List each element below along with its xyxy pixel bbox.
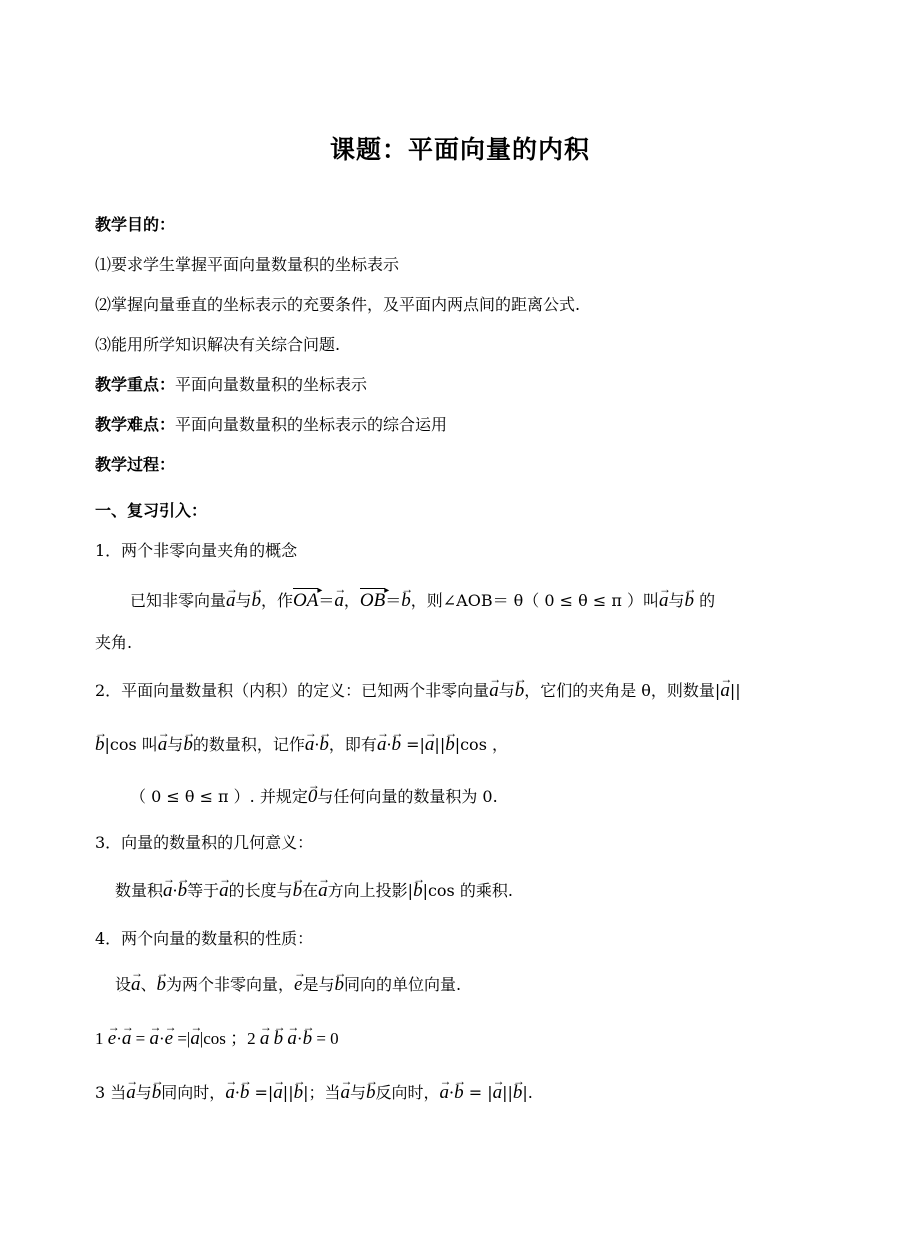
- key-point-text: 平面向量数量积的坐标表示: [175, 375, 368, 394]
- section-heading: 一、复习引入：: [95, 501, 208, 520]
- key-point: [95, 374, 367, 396]
- objective-item: ⑵掌握向量垂直的坐标表示的充要条件，及平面内两点间的距离公式.: [95, 295, 581, 314]
- text-run: =: [131, 1029, 150, 1048]
- vector-a: → a: [334, 590, 344, 612]
- vector-e: → e: [108, 1028, 116, 1050]
- vector-b: → b: [252, 590, 262, 612]
- vector-a: → a: [158, 734, 168, 756]
- text-run: 3 当: [95, 1083, 127, 1102]
- text-run: 1: [95, 1029, 108, 1048]
- vector-OA: OA ▸: [293, 588, 318, 612]
- item3-heading: 3．向量的数量积的几何意义：: [95, 833, 314, 852]
- vector-b: → b: [95, 734, 105, 756]
- vector-b: → b: [513, 1082, 523, 1104]
- text-run: 的长度与: [228, 881, 293, 900]
- vector-b: → b: [335, 974, 345, 996]
- vector-a: → a: [149, 1028, 159, 1050]
- text-run: ＝: [318, 591, 335, 610]
- vector-b: → b: [401, 590, 411, 612]
- text-run: 数量积: [115, 881, 164, 900]
- vector-b: → b: [392, 734, 402, 756]
- vector-e: → e: [165, 1028, 173, 1050]
- text-run: =|: [401, 735, 425, 754]
- text-run: 与: [135, 1083, 152, 1102]
- text-run: 设: [115, 975, 132, 994]
- item1-heading: 1．两个非零向量夹角的概念: [95, 541, 298, 560]
- vector-b: → b: [445, 734, 455, 756]
- difficulty-label: 教学难点：: [95, 415, 176, 434]
- text-run: |cos 叫: [104, 735, 158, 754]
- item2-definition-cont: [95, 734, 508, 756]
- vector-b: → b: [413, 880, 423, 902]
- vector-b: → b: [157, 974, 167, 996]
- vector-a: → a: [720, 680, 730, 702]
- vector-a: → a: [489, 680, 499, 702]
- vector-a: → a: [226, 590, 236, 612]
- text-run: ，则∠AOB＝ θ（ 0 ≤ θ ≤ π ）叫: [410, 591, 659, 610]
- text-run: ||: [729, 681, 741, 700]
- text-run: ·: [116, 1029, 122, 1048]
- text-run: |cos ；2: [199, 1029, 260, 1048]
- vector-a: → a: [305, 734, 315, 756]
- text-run: 与: [235, 591, 252, 610]
- vector-b: → b: [319, 734, 329, 756]
- property-line-2: [95, 1082, 533, 1104]
- vector-b: → b: [178, 880, 188, 902]
- text-run: ·: [234, 1083, 240, 1102]
- text-run: 反向时，: [375, 1083, 440, 1102]
- text-run: 方向上投影|: [327, 881, 414, 900]
- text-run: 的数量积，记作: [192, 735, 305, 754]
- text-run: ，: [343, 591, 360, 610]
- text-run: ，它们的夹角是 θ，则数量|: [524, 681, 721, 700]
- item4-text: [115, 974, 461, 996]
- text-run: ||: [502, 1083, 513, 1102]
- text-run: ·: [172, 881, 178, 900]
- text-run: |；当: [303, 1083, 341, 1102]
- text-run: 与: [349, 1083, 366, 1102]
- text-run: 已知非零向量: [130, 591, 227, 610]
- text-run: |cos ，: [454, 735, 508, 754]
- text-run: 为两个非零向量，: [166, 975, 295, 994]
- text-run: 同向时，: [161, 1083, 226, 1102]
- vector-b: → b: [515, 680, 525, 702]
- difficulty: [95, 414, 447, 436]
- vector-b: → b: [183, 734, 193, 756]
- item4-heading: 4．两个向量的数量积的性质：: [95, 929, 314, 948]
- vector-b: → b: [240, 1082, 250, 1104]
- process-heading: 教学过程：: [95, 455, 176, 474]
- vector-a: → a: [126, 1082, 136, 1104]
- page-title: 课题：平面向量的内积: [329, 135, 590, 164]
- text-run: ·: [449, 1083, 455, 1102]
- text-run: 与: [498, 681, 515, 700]
- vector-a: → a: [425, 734, 435, 756]
- text-run: 等于: [187, 881, 220, 900]
- item2-definition-rule: [130, 786, 498, 808]
- text-run: 同向的单位向量.: [344, 975, 462, 994]
- text-run: 与: [167, 735, 184, 754]
- vector-b: → b: [684, 590, 694, 612]
- vector-a: → a: [190, 1028, 200, 1050]
- vector-a: → a: [340, 1082, 350, 1104]
- vector-a: → a: [260, 1028, 270, 1050]
- text-run: = 0: [312, 1029, 339, 1048]
- text-run: ||: [282, 1083, 294, 1102]
- zero-vector: → 0: [308, 786, 318, 808]
- vector-a: → a: [131, 974, 141, 996]
- text-run: = |: [463, 1083, 493, 1102]
- text-run: ，作: [261, 591, 294, 610]
- text-run: ＝: [385, 591, 402, 610]
- vector-OB: OB ▸: [360, 588, 385, 612]
- text-run: ·: [158, 1029, 165, 1048]
- vector-b: → b: [293, 880, 303, 902]
- item2-definition: [95, 680, 741, 702]
- property-line-1: [95, 1028, 339, 1050]
- text-run: ·: [296, 1029, 303, 1048]
- vector-a: → a: [493, 1082, 503, 1104]
- vector-e: → e: [294, 974, 302, 996]
- vector-a: → a: [122, 1028, 132, 1050]
- key-point-label: 教学重点：: [95, 375, 176, 394]
- vector-b: → b: [152, 1082, 162, 1104]
- text-run: （ 0 ≤ θ ≤ π ）. 并规定: [130, 787, 308, 806]
- difficulty-text: 平面向量数量积的坐标表示的综合运用: [175, 415, 448, 434]
- vector-b: → b: [294, 1082, 304, 1104]
- text-run: |cos 的乘积.: [422, 881, 513, 900]
- text-run: =|: [249, 1083, 274, 1102]
- text-run: |.: [522, 1083, 533, 1102]
- vector-a: → a: [225, 1082, 235, 1104]
- vector-a: → a: [273, 1082, 283, 1104]
- text-run: ·: [386, 735, 392, 754]
- text-run: 是与: [302, 975, 335, 994]
- text-run: 的: [693, 591, 716, 610]
- item1-definition: [130, 588, 715, 612]
- text-run: 、: [140, 975, 157, 994]
- vector-a: → a: [377, 734, 387, 756]
- text-run: 与: [668, 591, 685, 610]
- vector-a: → a: [219, 880, 229, 902]
- text-run: ||: [434, 735, 446, 754]
- vector-b: → b: [366, 1082, 376, 1104]
- objectives-heading: 教学目的：: [95, 215, 176, 234]
- text-run: ，即有: [328, 735, 377, 754]
- vector-a: → a: [163, 880, 173, 902]
- objective-item: ⑴要求学生掌握平面向量数量积的坐标表示: [95, 255, 400, 274]
- item3-text: [115, 880, 513, 902]
- text-run: 与任何向量的数量积为 0.: [317, 787, 498, 806]
- text-run: ·: [314, 735, 320, 754]
- objective-item: ⑶能用所学知识解决有关综合问题.: [95, 335, 341, 354]
- vector-b: → b: [274, 1028, 284, 1050]
- vector-a: → a: [287, 1028, 297, 1050]
- vector-a: → a: [318, 880, 328, 902]
- text-run: 在: [302, 881, 319, 900]
- vector-b: → b: [303, 1028, 313, 1050]
- vector-a: → a: [659, 590, 669, 612]
- item1-definition-cont: 夹角.: [95, 633, 133, 652]
- text-run: 2．平面向量数量积（内积）的定义：已知两个非零向量: [95, 681, 490, 700]
- vector-a: → a: [440, 1082, 450, 1104]
- text-run: =|: [173, 1029, 191, 1048]
- vector-b: → b: [454, 1082, 464, 1104]
